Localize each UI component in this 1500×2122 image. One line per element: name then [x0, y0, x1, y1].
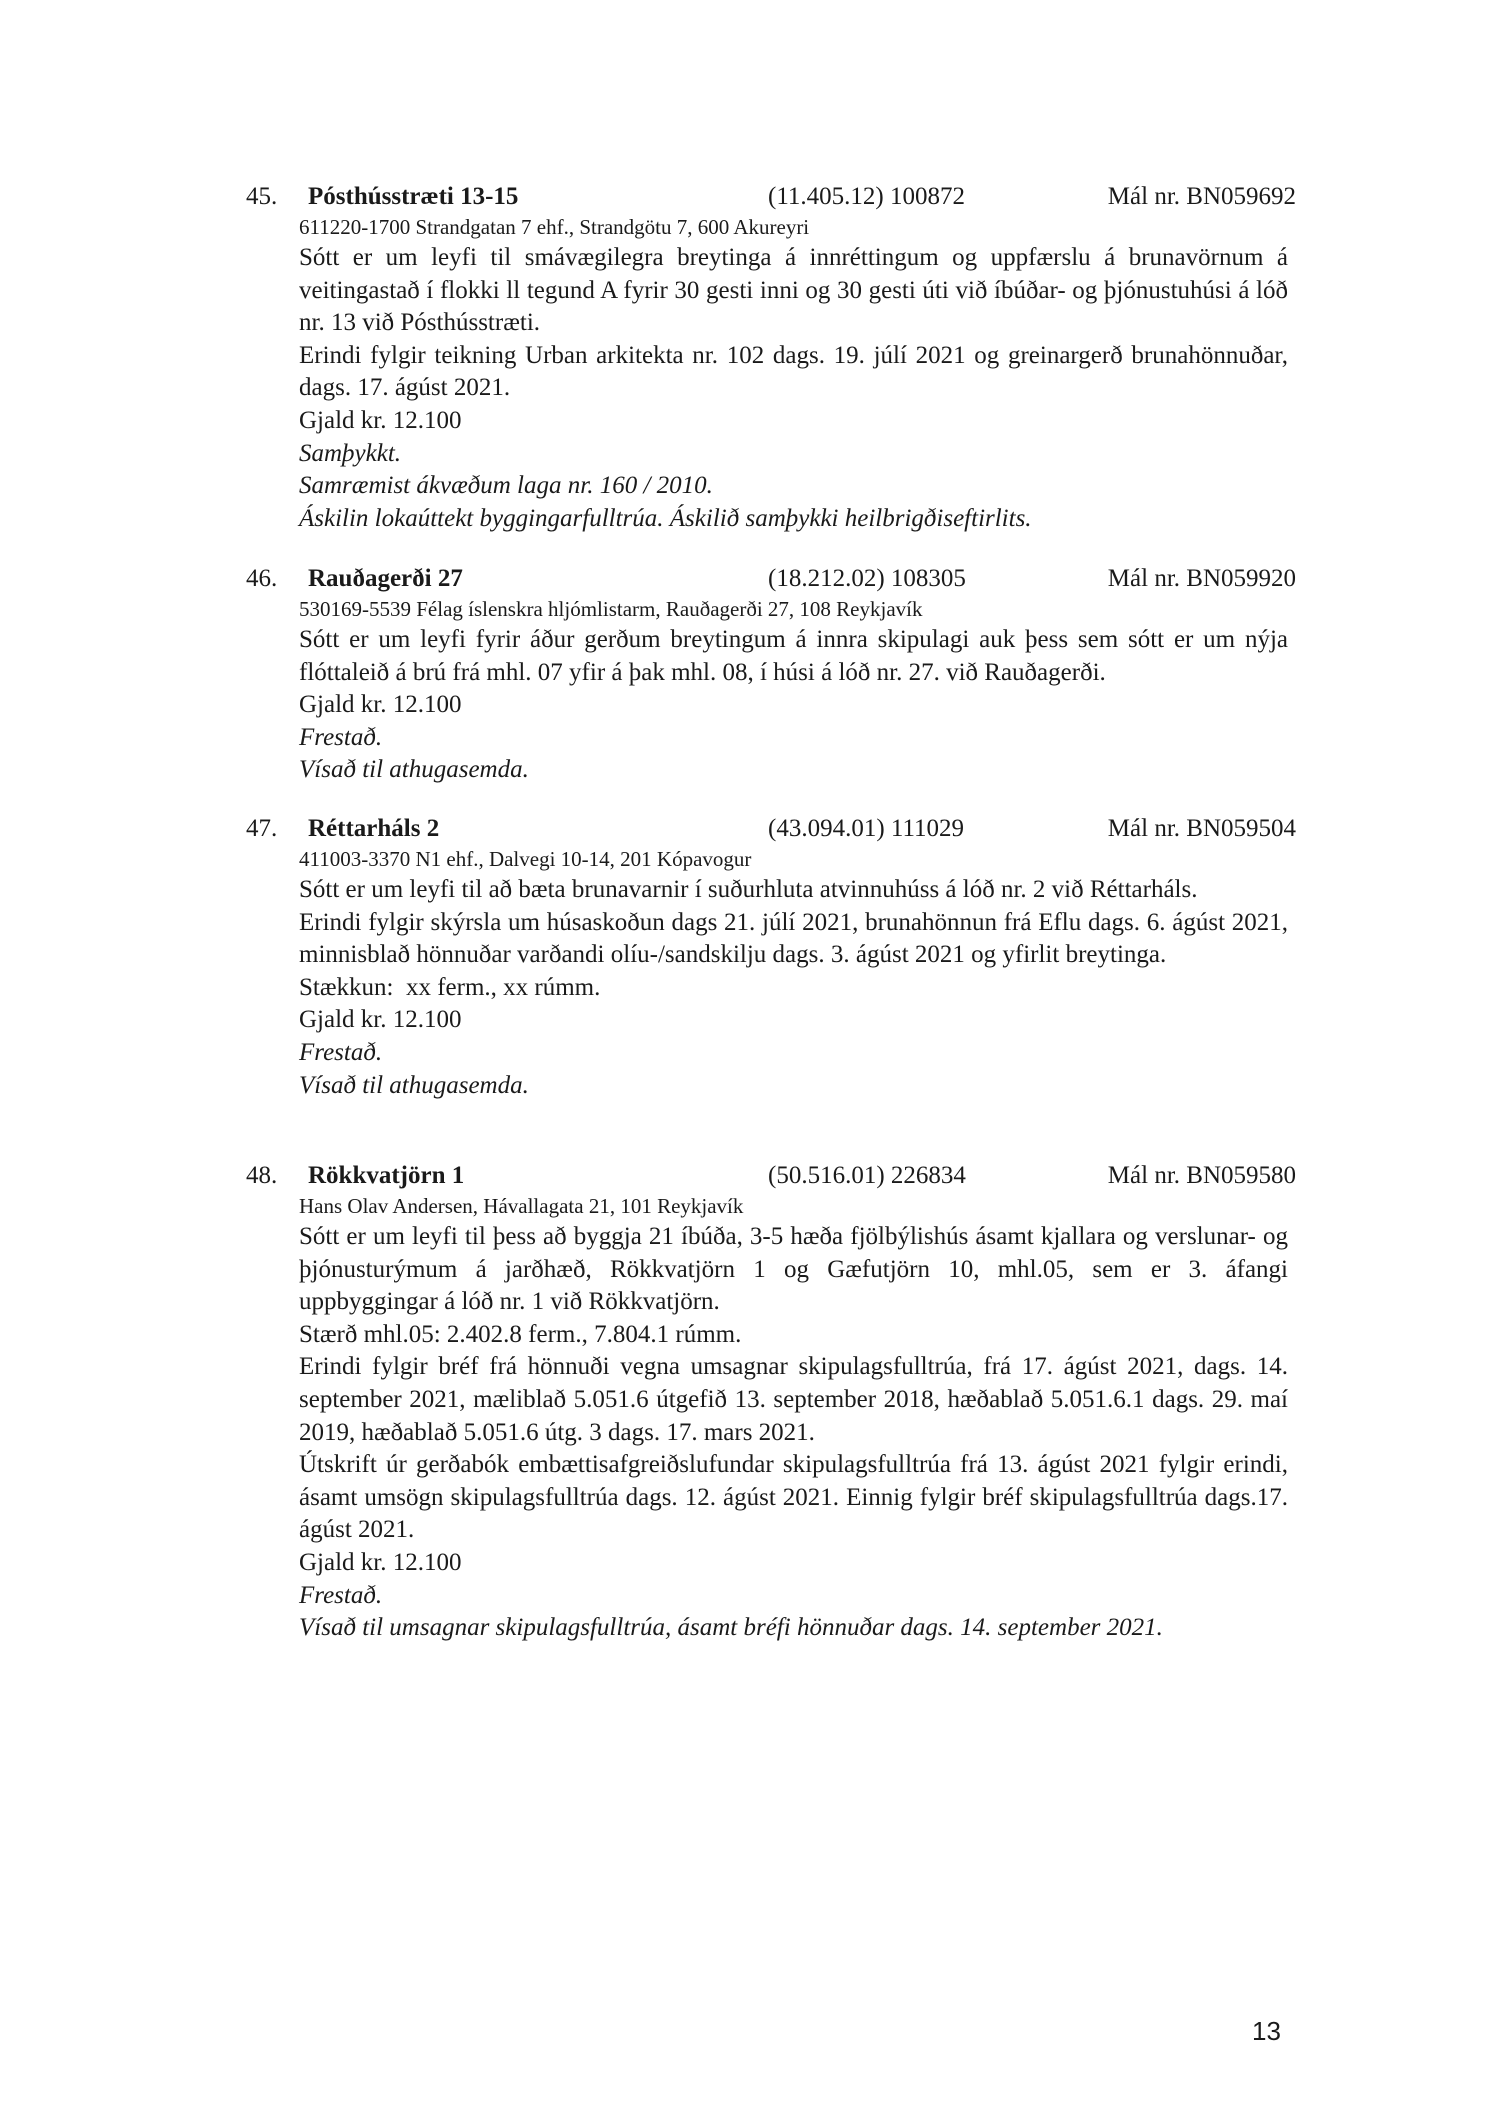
- case-decision: Frestað.: [299, 1581, 383, 1609]
- case-entry: [246, 1159, 1296, 1645]
- case-note: Vísað til athugasemda.: [299, 756, 529, 784]
- case-number: Mál nr. BN059920: [1107, 565, 1296, 592]
- case-fee: Gjald kr. 12.100: [299, 691, 462, 719]
- case-size: Stækkun: xx ferm., xx rúmm.: [299, 973, 601, 1001]
- case-body: [299, 596, 1288, 787]
- case-decision: Samþykkt.: [299, 439, 402, 467]
- case-applicant: 611220-1700 Strandgatan 7 ehf., Strandgötu 7, 600 Akureyri: [299, 215, 810, 239]
- case-header: [246, 180, 1296, 214]
- case-description: Sótt er um leyfi til þess að byggja 21 íbúða, 3-5 hæða fjölbýlishús ásamt kjallara og verslunar- og þjónusturýmum á jarðhæð, Rökkvatjörn 1 og Gæfutjörn 10, mhl.05, sem er 3. áfangi uppbyggingar á lóð nr. 1 við Rökkvatjörn.: [299, 1223, 1288, 1316]
- case-fee: Gjald kr. 12.100: [299, 406, 462, 434]
- case-applicant: Hans Olav Andersen, Hávallagata 21, 101 Reykjavík: [299, 1194, 744, 1218]
- case-item-number: 45.: [246, 183, 278, 210]
- case-fee: Gjald kr. 12.100: [299, 1006, 462, 1034]
- case-header: [246, 1159, 1296, 1193]
- case-number: Mál nr. BN059504: [1107, 815, 1296, 842]
- case-item-number: 48.: [246, 1162, 278, 1189]
- case-body: [299, 214, 1288, 535]
- case-land-number: (50.516.01) 226834: [768, 1162, 966, 1189]
- case-number: Mál nr. BN059692: [1107, 183, 1296, 210]
- case-note: Vísað til umsagnar skipulagsfulltrúa, ásamt bréfi hönnuðar dags. 14. september 2021.: [299, 1614, 1163, 1642]
- case-land-number: (11.405.12) 100872: [768, 183, 965, 210]
- case-decision: Frestað.: [299, 723, 383, 751]
- case-attachments: Útskrift úr gerðabók embættisafgreiðslufundar skipulagsfulltrúa frá 13. ágúst 2021 fylgir erindi, ásamt umsögn skipulagsfulltrúa dags. 12. ágúst 2021. Einnig fylgir bréf skipulagsfulltrúa dags.17. ágúst 2021.: [299, 1451, 1288, 1544]
- case-description: Sótt er um leyfi til að bæta brunavarnir í suðurhluta atvinnuhúss á lóð nr. 2 við Réttarháls.: [299, 876, 1198, 903]
- case-decision: Frestað.: [299, 1038, 383, 1066]
- case-header: [246, 812, 1296, 846]
- case-size: Stærð mhl.05: 2.402.8 ferm., 7.804.1 rúmm.: [299, 1320, 742, 1348]
- case-address: Pósthússtræti 13-15: [308, 183, 519, 210]
- case-applicant: 411003-3370 N1 ehf., Dalvegi 10-14, 201 Kópavogur: [299, 847, 752, 871]
- case-note: Samræmist ákvæðum laga nr. 160 / 2010.: [299, 472, 713, 500]
- case-entry: [246, 812, 1296, 1102]
- case-fee: Gjald kr. 12.100: [299, 1548, 462, 1576]
- case-description: Sótt er um leyfi til smávægilegra breytinga á innréttingum og uppfærslu á brunavörnum á veitingastað í flokki ll tegund A fyrir 30 gesti inni og 30 gesti úti við íbúðar- og þjónustuhúsi á lóð nr. 13 við Pósthússtræti.: [299, 244, 1288, 337]
- case-applicant: 530169-5539 Félag íslenskra hljómlistarm, Rauðagerði 27, 108 Reykjavík: [299, 597, 923, 621]
- case-entry: [246, 562, 1296, 787]
- case-attachments: Erindi fylgir skýrsla um húsaskoðun dags 21. júlí 2021, brunahönnun frá Eflu dags. 6. ágúst 2021, minnisblað hönnuðar varðandi olíu-/sandskilju dags. 3. ágúst 2021 og yfirlit breytinga.: [299, 908, 1288, 969]
- case-header: [246, 562, 1296, 596]
- case-address: Réttarháls 2: [308, 815, 440, 842]
- case-description: Sótt er um leyfi fyrir áður gerðum breytingum á innra skipulagi auk þess sem sótt er um nýja flóttaleið á brú frá mhl. 07 yfir á þak mhl. 08, í húsi á lóð nr. 27. við Rauðagerði.: [299, 626, 1288, 686]
- case-body: [299, 1193, 1288, 1645]
- case-note: Vísað til athugasemda.: [299, 1071, 529, 1099]
- case-address: Rökkvatjörn 1: [308, 1162, 465, 1189]
- case-number: Mál nr. BN059580: [1107, 1162, 1296, 1189]
- case-land-number: (18.212.02) 108305: [768, 565, 966, 592]
- case-item-number: 47.: [246, 815, 278, 842]
- case-land-number: (43.094.01) 111029: [768, 815, 965, 842]
- case-address: Rauðagerði 27: [308, 565, 463, 592]
- case-attachments: Erindi fylgir bréf frá hönnuði vegna umsagnar skipulagsfulltrúa, frá 17. ágúst 2021, dags. 14. september 2021, mæliblað 5.051.6 útgefið 13. september 2018, hæðablað 5.051.6.1 dags. 29. maí 2019, hæðablað 5.051.6 útg. 3 dags. 17. mars 2021.: [299, 1353, 1288, 1446]
- case-body: [299, 846, 1288, 1102]
- case-entry: [246, 180, 1296, 535]
- case-note: Áskilin lokaúttekt byggingarfulltrúa. Áskilið samþykki heilbrigðiseftirlits.: [299, 504, 1032, 532]
- case-attachments: Erindi fylgir teikning Urban arkitekta nr. 102 dags. 19. júlí 2021 og greinargerð brunahönnuðar, dags. 17. ágúst 2021.: [299, 341, 1288, 402]
- case-item-number: 46.: [246, 565, 278, 592]
- page-number: 13: [1252, 2016, 1281, 2046]
